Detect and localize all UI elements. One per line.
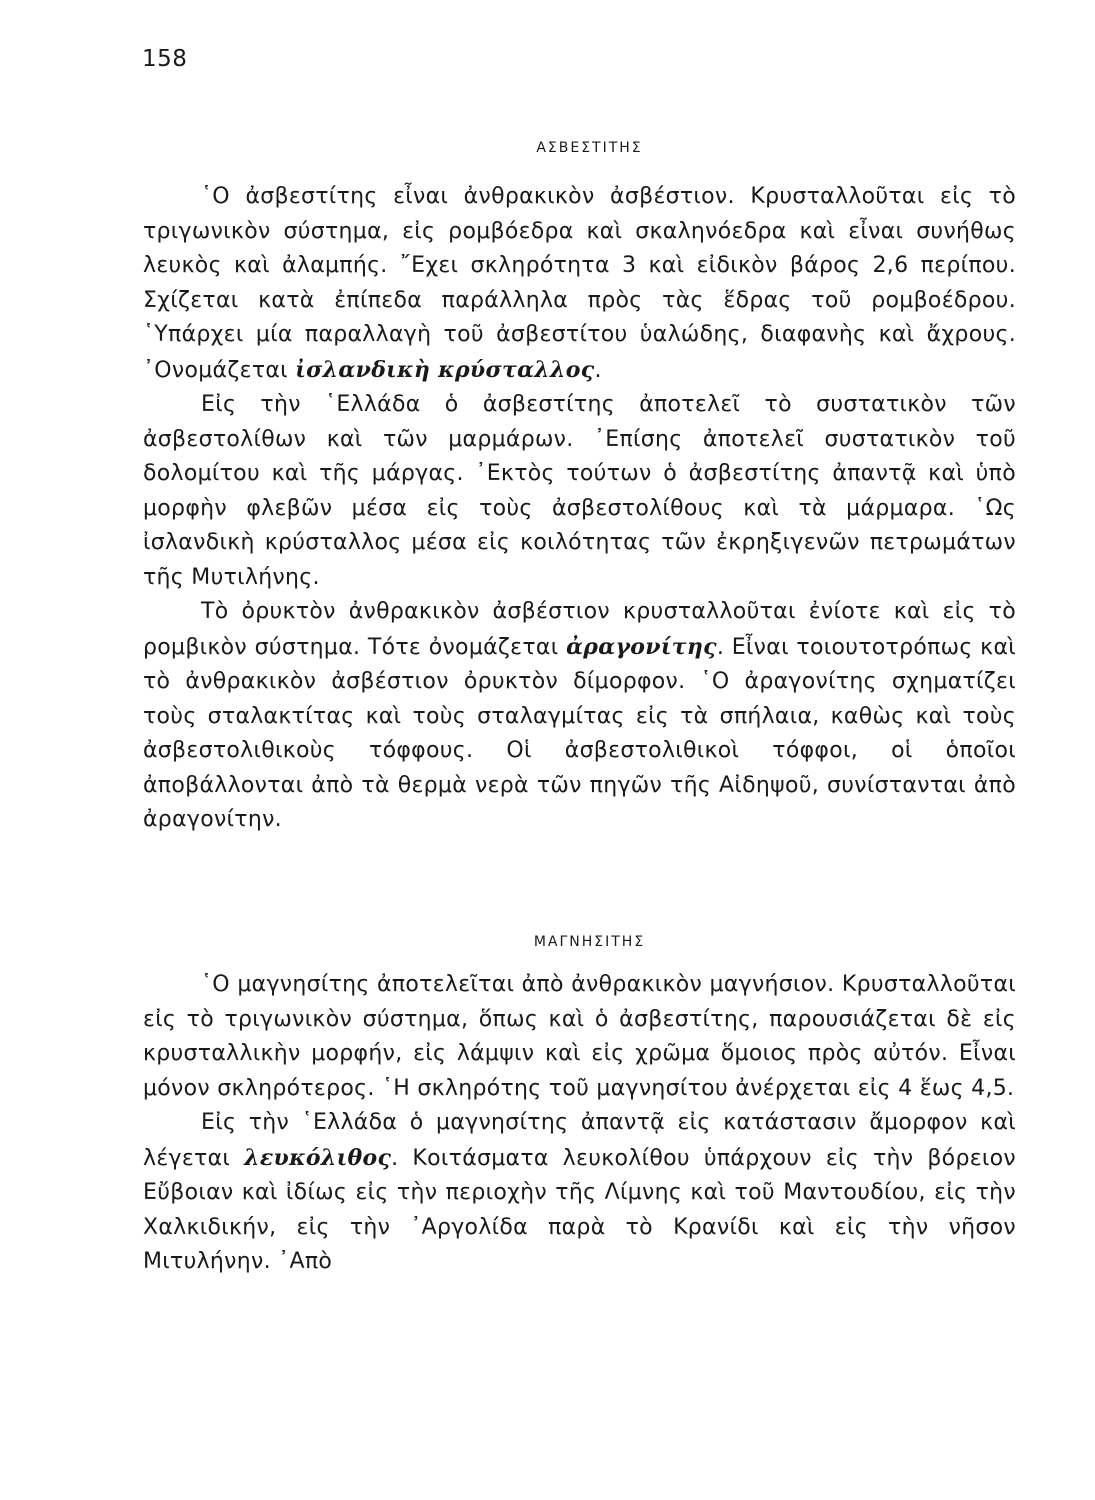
- section-heading-magnisitis: ΜΑΓΝΗΣΙΤΗΣ: [533, 934, 646, 950]
- paragraph: ῾Ο ἀσβεστίτης εἶναι ἀνθρακικὸν ἀσβέστιον. Κρυσταλλοῦται εἰς τὸ τριγωνικὸν σύστημα, εἰς ρομβόεδρα καὶ σκαληνόεδρα καὶ εἶναι συνήθως λευκὸς καὶ ἀλαμπής. ῎Εχει σκληρότητα 3 καὶ εἰδικὸν βάρος 2,6 περίπου. Σχίζεται κατὰ ἐπίπεδα παράλληλα πρὸς τὰς ἕδρας τοῦ ρομβοέδρου. ῾Υπάρχει μία παραλλαγὴ τοῦ ἀσβεστίτου ὑαλώδης, διαφανὴς καὶ ἄχρους. ᾿Ονομάζεται ἰσλανδικὴ κρύσταλλος.: [143, 184, 1016, 383]
- term-emphasis: ἀραγονίτης: [566, 633, 717, 660]
- paragraph: Εἰς τὴν ῾Ελλάδα ὁ μαγνησίτης ἀπαντᾷ εἰς κατάστασιν ἄμορφον καὶ λέγεται λευκόλιθος. Κοιτάσματα λευκολίθου ὑπάρχουν εἰς τὴν βόρειον Εὔβοιαν καὶ ἰδίως εἰς τὴν περιοχὴν τῆς Λίμνης καὶ τοῦ Μαντουδίου, εἰς τὴν Χαλκιδικήν, εἰς τὴν ᾿Αργολίδα παρὰ τὸ Κρανίδι καὶ εἰς τὴν νῆσον Μιτυλήνην. ᾿Απὸ: [143, 1110, 1016, 1274]
- section-body-asbestitis: [143, 180, 1016, 838]
- term-emphasis: ἰσλανδικὴ κρύσταλλος: [295, 356, 595, 383]
- paragraph: ῾Ο μαγνησίτης ἀποτελεῖται ἀπὸ ἀνθρακικὸν μαγνήσιον. Κρυσταλλοῦται εἰς τὸ τριγωνικὸν σύστημα, ὅπως καὶ ὁ ἀσβεστίτης, παρουσιάζεται δὲ εἰς κρυσταλλικὴν μορφήν, εἰς λάμψιν καὶ εἰς χρῶμα ὅμοιος πρὸς αὐτόν. Εἶναι μόνον σκληρότερος. ῾Η σκληρότης τοῦ μαγνησίτου ἀνέρχεται εἰς 4 ἕως 4,5.: [143, 972, 1016, 1101]
- paragraph: Εἰς τὴν ῾Ελλάδα ὁ ἀσβεστίτης ἀποτελεῖ τὸ συστατικὸν τῶν ἀσβεστολίθων καὶ τῶν μαρμάρων. ᾿Επίσης ἀποτελεῖ συστατικὸν τοῦ δολομίτου καὶ τῆς μάργας. ᾿Εκτὸς τούτων ὁ ἀσβεστίτης ἀπαντᾷ καὶ ὑπὸ μορφὴν φλεβῶν μέσα εἰς τοὺς ἀσβεστολίθους καὶ τὰ μάρμαρα. ῾Ως ἰσλανδικὴ κρύσταλλος μέσα εἰς κοιλότητας τῶν ἐκρηξιγενῶν πετρωμάτων τῆς Μυτιλήνης.: [143, 392, 1016, 590]
- page-number: 158: [142, 46, 188, 72]
- section-body-magnisitis: [143, 968, 1016, 1280]
- paragraph: Τὸ ὀρυκτὸν ἀνθρακικὸν ἀσβέστιον κρυσταλλοῦται ἐνίοτε καὶ εἰς τὸ ρομβικὸν σύστημα. Τότε ὀνομάζεται ἀραγονίτης. Εἶναι τοιουτοτρόπως καὶ τὸ ἀνθρακικὸν ἀσβέστιον ὀρυκτὸν δίμορφον. ῾Ο ἀραγονίτης σχηματίζει τοὺς σταλακτίτας καὶ τοὺς σταλαγμίτας εἰς τὰ σπήλαια, καθὼς καὶ τοὺς ἀσβεστολιθικοὺς τόφφους. Οἱ ἀσβεστολιθικοὶ τόφφοι, οἱ ὁποῖοι ἀποβάλλονται ἀπὸ τὰ θερμὰ νερὰ τῶν πηγῶν τῆς Αἰδηψοῦ, συνίστανται ἀπὸ ἀραγονίτην.: [143, 599, 1016, 832]
- section-heading-asbestitis: ΑΣΒΕΣΤΙΤΗΣ: [536, 140, 643, 156]
- term-emphasis: λευκόλιθος: [244, 1144, 392, 1171]
